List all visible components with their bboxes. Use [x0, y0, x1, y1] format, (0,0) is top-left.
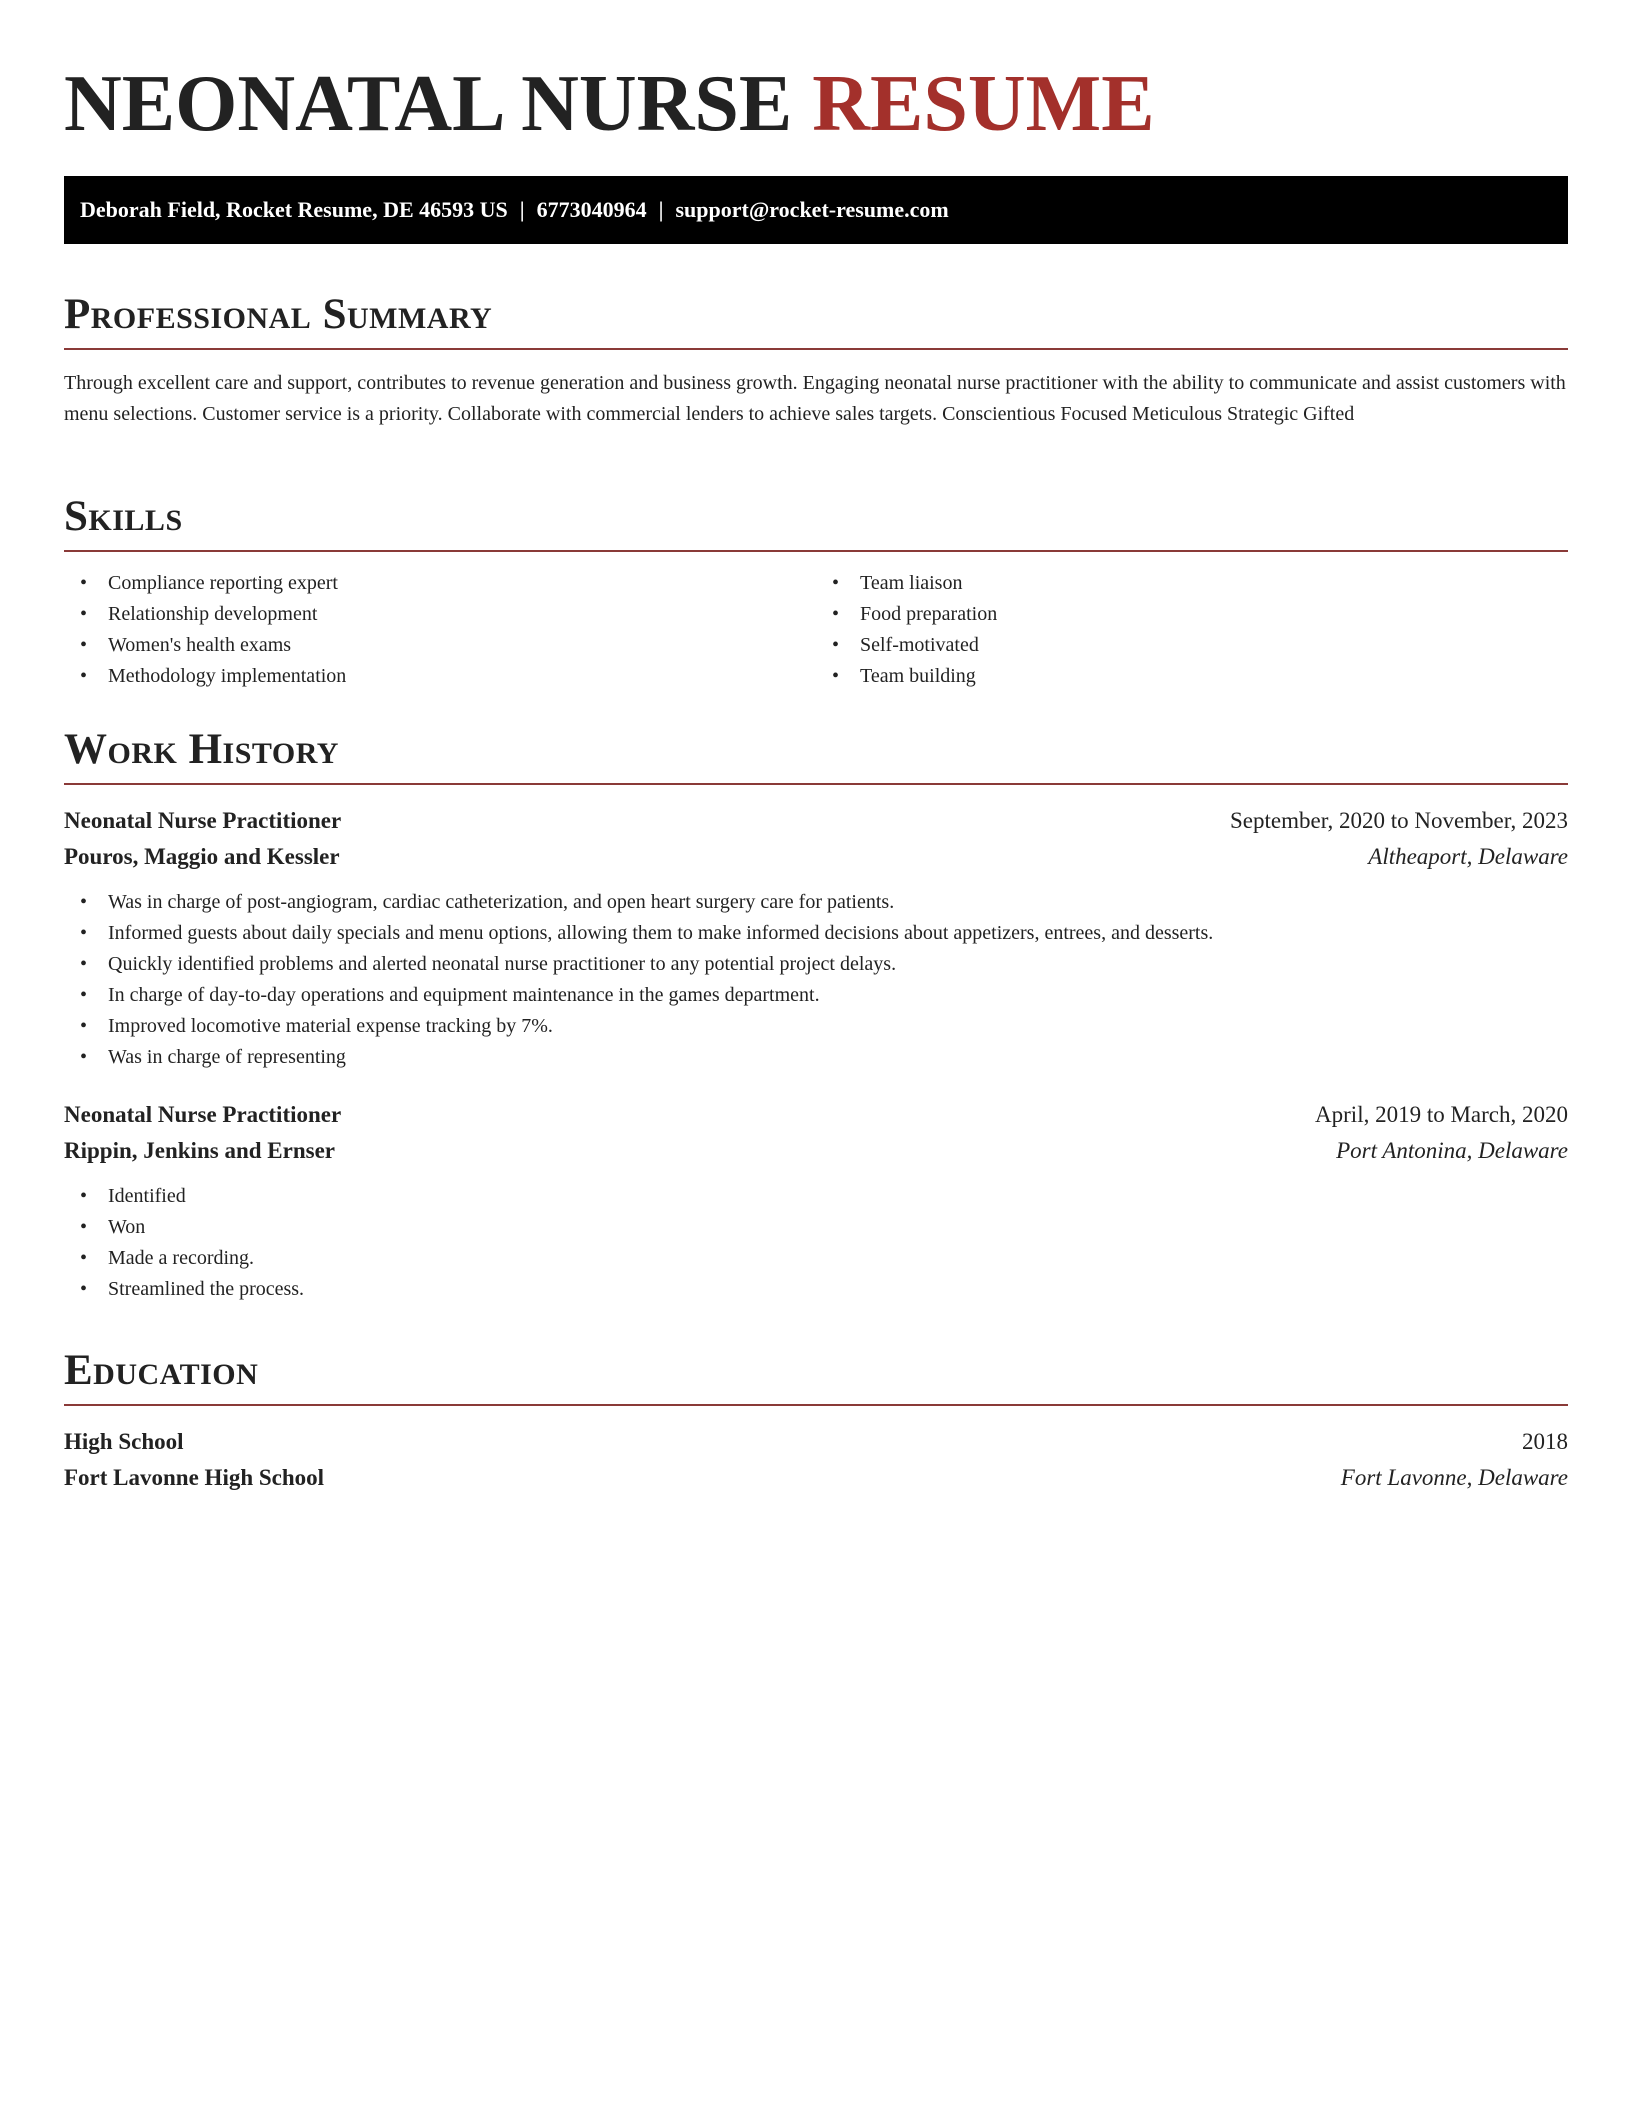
section-divider: [64, 1404, 1568, 1406]
job-bullet: • Identified: [64, 1181, 1568, 1212]
education-year: 2018: [1522, 1429, 1568, 1454]
section-divider: [64, 348, 1568, 350]
education-school: Fort Lavonne High School: [64, 1465, 325, 1490]
skill-item: • Relationship development: [64, 599, 816, 630]
job-bullet: • Made a recording.: [64, 1243, 1568, 1274]
skill-item: • Methodology implementation: [64, 661, 816, 692]
contact-email: support@rocket-resume.com: [675, 197, 949, 222]
summary-section: [64, 286, 1568, 430]
title-main: NEONATAL NURSE: [64, 60, 813, 148]
job-bullet: • In charge of day-to-day operations and equipment maintenance in the games department.: [64, 980, 1568, 1011]
education-heading: Education: [64, 1347, 259, 1394]
job-dates: April, 2019 to March, 2020: [1315, 1102, 1568, 1127]
title-accent: RESUME: [812, 60, 1155, 148]
section-divider: [64, 550, 1568, 552]
section-divider: [64, 783, 1568, 785]
education-section: [64, 1342, 1568, 1496]
job-company: Rippin, Jenkins and Ernser: [64, 1138, 335, 1163]
contact-address: Deborah Field, Rocket Resume, DE 46593 US: [80, 197, 508, 222]
job-bullet: • Won: [64, 1212, 1568, 1243]
skill-item: • Self-motivated: [816, 630, 1568, 661]
job-title: Neonatal Nurse Practitioner: [64, 808, 342, 833]
education-location: Fort Lavonne, Delaware: [1340, 1465, 1568, 1490]
skill-item: • Team liaison: [816, 568, 1568, 599]
skill-item: • Compliance reporting expert: [64, 568, 816, 599]
contact-bar: [64, 176, 1568, 244]
job-bullet: • Informed guests about daily specials and menu options, allowing them to make informed decisions about appetizers, entrees, and desserts.: [64, 918, 1568, 949]
job-location: Altheaport, Delaware: [1368, 844, 1568, 869]
job-dates: September, 2020 to November, 2023: [1230, 808, 1568, 833]
contact-separator: |: [519, 197, 525, 222]
job-bullet: • Was in charge of representing: [64, 1042, 1568, 1073]
skills-column-right: [816, 568, 1568, 692]
skill-item: • Women's health exams: [64, 630, 816, 661]
job-company: Pouros, Maggio and Kessler: [64, 844, 340, 869]
skills-heading: Skills: [64, 493, 183, 540]
summary-heading: Professional Summary: [64, 291, 493, 338]
job-bullet: • Was in charge of post-angiogram, cardiac catheterization, and open heart surgery care for patients.: [64, 887, 1568, 918]
job-bullet: • Improved locomotive material expense tracking by 7%.: [64, 1011, 1568, 1042]
resume-title: [64, 0, 1568, 176]
job-bullet: • Quickly identified problems and alerted neonatal nurse practitioner to any potential project delays.: [64, 949, 1568, 980]
job-entry: [64, 1097, 1568, 1305]
work-history-section: [64, 721, 1568, 1305]
job-bullet: • Streamlined the process.: [64, 1274, 1568, 1305]
skills-grid: [64, 568, 1568, 692]
skills-column-left: [64, 568, 816, 692]
skills-section: [64, 488, 1568, 692]
job-title: Neonatal Nurse Practitioner: [64, 1102, 342, 1127]
skill-item: • Team building: [816, 661, 1568, 692]
work-history-heading: Work History: [64, 726, 339, 773]
job-location: Port Antonina, Delaware: [1336, 1138, 1568, 1163]
contact-separator: |: [658, 197, 664, 222]
job-entry: [64, 803, 1568, 1073]
education-degree: High School: [64, 1429, 184, 1454]
education-entry: [64, 1424, 1568, 1496]
contact-phone: 6773040964: [536, 197, 647, 222]
summary-text: Through excellent care and support, contributes to revenue generation and business growth. Engaging neonatal nurse practitioner with the ability to communicate and assist customers with menu selections. Customer service is a priority. Collaborate with commercial lenders to achieve sales targets. Conscientious Focused Meticulous Strategic Gifted: [64, 372, 1566, 425]
skill-item: • Food preparation: [816, 599, 1568, 630]
